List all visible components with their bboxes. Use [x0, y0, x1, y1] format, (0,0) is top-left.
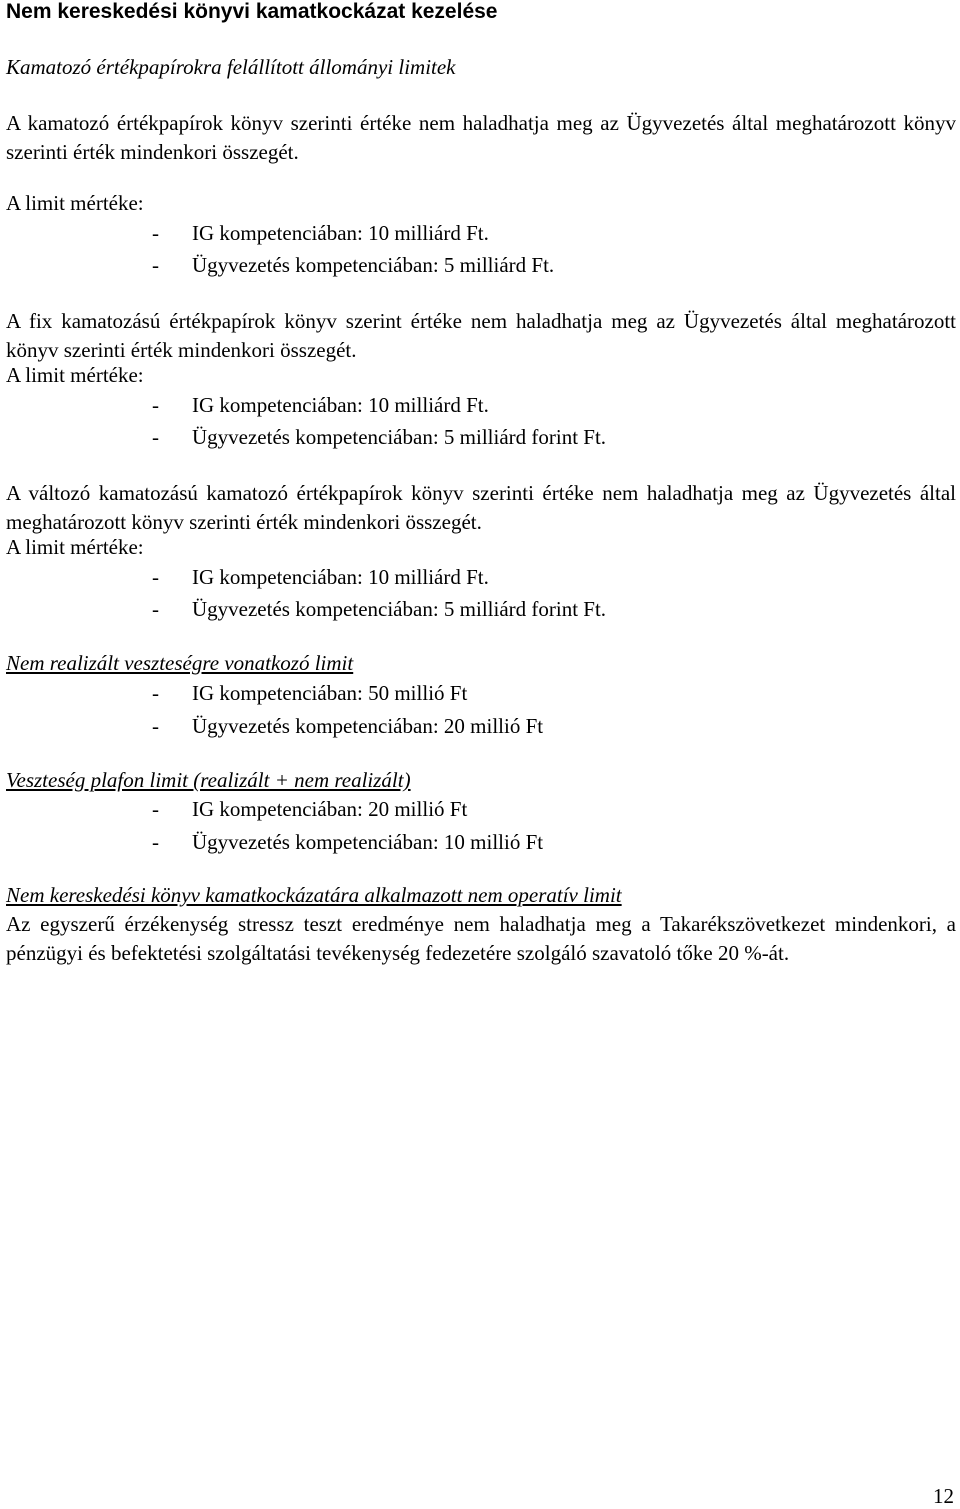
- section3-item: [152, 595, 606, 624]
- section1-item: [152, 251, 554, 280]
- section3-limit-label: A limit mértéke:: [6, 535, 144, 559]
- bullet-dash: -: [152, 565, 159, 589]
- section5-item: [152, 828, 543, 857]
- section6-paragraph: Az egyszerű érzékenység stressz teszt eredménye nem haladhatja meg a Takarékszövetkezet mindenkori, a pénzügyi és befektetési szolgáltatási tevékenység fedezetére szolgáló szavatoló tőke 20 %-át.: [6, 912, 956, 965]
- bullet-dash: -: [152, 221, 159, 245]
- section1-paragraph: A kamatozó értékpapírok könyv szerinti értéke nem haladhatja meg az Ügyvezetés által meghatározott könyv szerinti érték mindenkori összegét.: [6, 111, 956, 164]
- section2-item: [152, 423, 606, 452]
- section1-title: Kamatozó értékpapírokra felállított állományi limitek: [6, 55, 456, 79]
- section4-item-text: Ügyvezetés kompetenciában: 20 millió Ft: [192, 714, 544, 738]
- section2-item: [152, 391, 489, 420]
- section2-paragraph: A fix kamatozású értékpapírok könyv szerint értéke nem haladhatja meg az Ügyvezetés által meghatározott könyv szerinti érték mindenkori összegét.: [6, 309, 956, 362]
- document-heading: Nem kereskedési könyvi kamatkockázat kezelése: [6, 0, 498, 23]
- section1-item-text: Ügyvezetés kompetenciában: 5 milliárd Ft.: [192, 253, 555, 277]
- page-number: 12: [933, 1484, 954, 1508]
- section5-item-text: Ügyvezetés kompetenciában: 10 millió Ft: [192, 830, 544, 854]
- section1-item: [152, 219, 489, 248]
- bullet-dash: -: [152, 714, 159, 738]
- bullet-dash: -: [152, 597, 159, 621]
- section3-item-text: Ügyvezetés kompetenciában: 5 milliárd forint Ft.: [192, 597, 607, 621]
- section1-item-text: IG kompetenciában: 10 milliárd Ft.: [192, 221, 489, 245]
- bullet-dash: -: [152, 425, 159, 449]
- section5-title: Veszteség plafon limit (realizált + nem realizált): [6, 768, 411, 792]
- section4-item-text: IG kompetenciában: 50 millió Ft: [192, 681, 468, 705]
- section2-item-text: IG kompetenciában: 10 milliárd Ft.: [192, 393, 489, 417]
- section5-item: [152, 795, 467, 824]
- bullet-dash: -: [152, 830, 159, 854]
- section4-item: [152, 712, 543, 741]
- section3-item: [152, 563, 489, 592]
- section3-item-text: IG kompetenciában: 10 milliárd Ft.: [192, 565, 489, 589]
- bullet-dash: -: [152, 681, 159, 705]
- section6-title: Nem kereskedési könyv kamatkockázatára alkalmazott nem operatív limit: [6, 883, 622, 907]
- section4-title: Nem realizált veszteségre vonatkozó limit: [6, 651, 354, 675]
- bullet-dash: -: [152, 393, 159, 417]
- section5-item-text: IG kompetenciában: 20 millió Ft: [192, 797, 468, 821]
- bullet-dash: -: [152, 797, 159, 821]
- section4-item: [152, 679, 467, 708]
- section2-item-text: Ügyvezetés kompetenciában: 5 milliárd forint Ft.: [192, 425, 607, 449]
- section3-paragraph: A változó kamatozású kamatozó értékpapírok könyv szerinti értéke nem haladhatja meg az Ügyvezetés által meghatározott könyv szerinti érték mindenkori összegét.: [6, 481, 956, 534]
- bullet-dash: -: [152, 253, 159, 277]
- section2-limit-label: A limit mértéke:: [6, 363, 144, 387]
- section1-limit-label: A limit mértéke:: [6, 191, 144, 215]
